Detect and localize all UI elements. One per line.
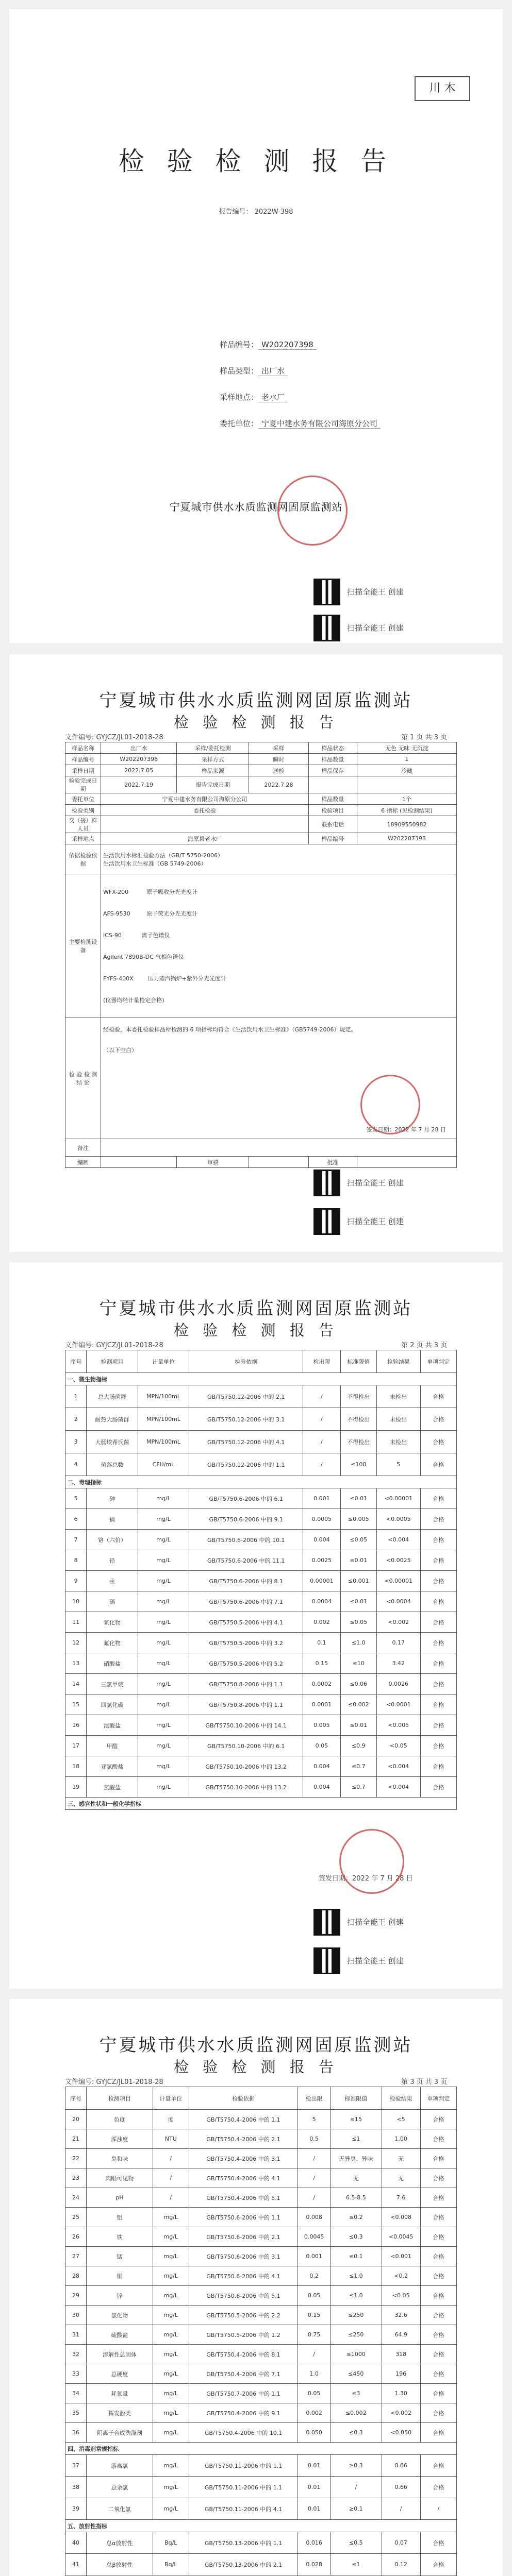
table-row: 4 菌落总数 CFU/mL GB/T5750.12-2006 中的 1.1 / ≤100 5 合格	[65, 1453, 457, 1476]
table-row: 2 耐热大肠菌群 MPN/100mL GB/T5750.12-2006 中的 3.1 / 不得检出 未检出 合格	[65, 1408, 457, 1431]
table-row: 24 pH / GB/T5750.4-2006 中的 5.1 / 6.5-8.5 7.6 合格	[65, 2188, 457, 2208]
corner-box: 川 木	[415, 76, 470, 101]
table-row: 交（接）样人员 联系电话 18909550982	[65, 816, 457, 833]
table-row: 37 游离氯 mg/L GB/T5750.11-2006 中的 1.1 0.01 ≥0.3 0.66 合格	[65, 2455, 457, 2477]
report-header-title: 检 验 检 测 报 告	[173, 2058, 339, 2076]
table-row: 18 亚氯酸盐 mg/L GB/T5750.10-2006 中的 13.2 0.004 ≤0.7 <0.004 合格	[65, 1756, 457, 1777]
table-row: 12 氟化物 mg/L GB/T5750.5-2006 中的 3.2 0.1 ≤1.0 0.17 合格	[65, 1633, 457, 1653]
table-row: 34 耗氧量 mg/L GB/T5750.7-2006 中的 1.1 0.05 ≤3 1.30 合格	[65, 2384, 457, 2403]
table-row: 35 挥发酚类 mg/L GB/T5750.4-2006 中的 9.1 0.002 ≤0.002 <0.002 合格	[65, 2403, 457, 2423]
inspection-seal	[339, 1829, 404, 1894]
report-header-title: 检 验 检 测 报 告	[173, 714, 339, 731]
results-table	[65, 2087, 457, 2576]
field-sample-type: 样品类型： 出厂水	[220, 358, 381, 384]
table-row: 10 硒 mg/L GB/T5750.6-2006 中的 7.1 0.0004 ≤0.01 <0.0004 合格	[65, 1591, 457, 1612]
qr-code-icon	[313, 1909, 340, 1936]
table-row: 9 汞 mg/L GB/T5750.6-2006 中的 8.1 0.00001 ≤0.001 <0.00001 合格	[65, 1571, 457, 1591]
table-row: 8 铅 mg/L GB/T5750.6-2006 中的 11.1 0.0025 ≤0.01 <0.0025 合格	[65, 1550, 457, 1571]
report-number	[9, 206, 503, 216]
table-row: 17 甲醛 mg/L GB/T5750.10-2006 中的 6.1 0.05 ≤0.9 <0.05 合格	[65, 1736, 457, 1756]
table-row: 21 浑浊度 NTU GB/T5750.4-2006 中的 2.1 0.5 ≤1 1.00 合格	[65, 2129, 457, 2149]
table-row: 5 砷 mg/L GB/T5750.6-2006 中的 6.1 0.001 ≤0.01 <0.00001 合格	[65, 1488, 457, 1509]
table-row: 29 锌 mg/L GB/T5750.6-2006 中的 5.1 0.05 ≤1.0 <0.05 合格	[65, 2286, 457, 2306]
qr-code-icon	[313, 1208, 340, 1235]
table-row: 14 三氯甲烷 mg/L GB/T5750.8-2006 中的 1.1 0.0002 ≤0.06 0.0026 合格	[65, 1674, 457, 1694]
table-row: 11 氰化物 mg/L GB/T5750.5-2006 中的 4.1 0.002 ≤0.05 <0.002 合格	[65, 1612, 457, 1633]
org-header: 宁夏城市供水水质监测网固原监测站	[99, 1298, 413, 1319]
file-number: 文件编号: GYJCZ/JL01-2018-28	[65, 1342, 163, 1349]
table-row: 检验完成日期 2022.7.19 报告完成日期 2022.7.28	[65, 776, 457, 793]
table-section-row: 三、感官性状和一般化学指标	[65, 1798, 457, 1810]
table-row: 备注	[65, 1139, 457, 1157]
results-page-1	[9, 1262, 503, 1989]
sign-date: 签发日期：2022 年 7 月 28 日	[366, 1126, 446, 1133]
table-row: 28 铜 mg/L GB/T5750.6-2006 中的 4.1 0.2 ≤1.0 <0.2 合格	[65, 2266, 457, 2286]
table-row: 26 铁 mg/L GB/T5750.6-2006 中的 2.1 0.0045 ≤0.3 <0.0045 合格	[65, 2227, 457, 2247]
qr-code-icon	[313, 1170, 340, 1196]
report-number-value: 2022W-398	[254, 208, 293, 216]
table-row: 19 氯酸盐 mg/L GB/T5750.10-2006 中的 13.2 0.004 ≤0.7 <0.004 合格	[65, 1777, 457, 1798]
qr-code-icon	[313, 579, 340, 605]
table-row: 33 总硬度 mg/L GB/T5750.4-2006 中的 7.1 1.0 ≤450 196 合格	[65, 2364, 457, 2384]
table-row: 40 总α放射性 Bq/L GB/T5750.13-2006 中的 1.1 0.016 ≤0.5 0.07 合格	[65, 2532, 457, 2554]
table-row: 样品编号 W202207398 采样方式 瞬时 样品数量 1	[65, 754, 457, 765]
table-row: 41 总β放射性 Bq/L GB/T5750.13-2006 中的 2.1 0.028 ≤1 0.12 合格	[65, 2554, 457, 2575]
scanner-watermark: 扫描全能王 创建	[347, 587, 404, 597]
field-client: 委托单位： 宁夏中建水务有限公司海原分公司	[220, 411, 381, 437]
report-title: 检 验 检 测 报 告	[118, 146, 394, 176]
table-row: 检 验 检 测 结 论 经检验，本委托检验样品所检测的 6 项指标均符合《生活饮用水卫生标准》（GB5749-2006）规定。 （以下空白） 签发日期：2022 年 7 月 28 日	[65, 1018, 457, 1139]
report-header-title: 检 验 检 测 报 告	[173, 1321, 339, 1339]
table-row: 23 肉眼可见物 / GB/T5750.4-2006 中的 4.1 / 无 无 合格	[65, 2168, 457, 2188]
scanner-watermark: 扫描全能王 创建	[347, 623, 404, 633]
table-row: 7 铬（六价） mg/L GB/T5750.6-2006 中的 10.1 0.004 ≤0.05 <0.004 合格	[65, 1530, 457, 1550]
sample-info-table	[65, 742, 457, 1168]
table-row: 样品名称 出厂水 采样/委托检测 采样 样品状态 无色 无味 无沉淀	[65, 742, 457, 754]
table-row: 主要检测设备 WFX-200 原子吸收分光光度计 AFS-9530 原子荧光分光光度计 ICS-90 离子色谱仪 Agilent 7890B-DC 气相色谱仪 FYFS-400X 压力蒸汽锅炉+紫外分光光度计 (仪器均经计量检定合格)	[65, 874, 457, 1018]
org-header: 宁夏城市供水水质监测网固原监测站	[99, 2035, 413, 2056]
table-row: 22 臭和味 / GB/T5750.4-2006 中的 3.1 / 无异臭、异味 无 合格	[65, 2149, 457, 2168]
table-row: 1 总大肠菌群 MPN/100mL GB/T5750.12-2006 中的 2.1 / 不得检出 未检出 合格	[65, 1385, 457, 1408]
report-number-label: 报告编号：	[219, 208, 253, 216]
scanner-watermark: 扫描全能王 创建	[347, 1178, 404, 1188]
table-row: 3 大肠埃希氏菌 MPN/100mL GB/T5750.12-2006 中的 4.1 / 不得检出 未检出 合格	[65, 1431, 457, 1453]
page-number: 第 1 页 共 3 页	[401, 734, 448, 741]
table-row: 编制 审核 批准	[65, 1157, 457, 1168]
file-number: 文件编号: GYJCZ/JL01-2018-28	[65, 734, 163, 741]
table-section-row: 四、消毒剂常规指标	[65, 2443, 457, 2455]
scanner-watermark: 扫描全能王 创建	[347, 1918, 404, 1927]
summary-page	[9, 654, 503, 1252]
table-row: 采样日期 2022.7.05 样品来源 送检 样品保存 冷藏	[65, 765, 457, 776]
table-row: 36 阴离子合成洗涤剂 mg/L GB/T5750.4-2006 中的 10.1 0.050 ≤0.3 <0.050 合格	[65, 2423, 457, 2443]
table-row: 31 硫酸盐 mg/L GB/T5750.5-2006 中的 1.2 0.75 ≤250 64.9 合格	[65, 2325, 457, 2345]
scanner-watermark: 扫描全能王 创建	[347, 1217, 404, 1226]
table-row: 依据检验依据 生活饮用水标准检验方法（GB/T 5750-2006） 生活饮用水卫生标准（GB 5749-2006）	[65, 844, 457, 874]
table-section-row: 五、放射性指标	[65, 2520, 457, 2532]
table-row: 20 色度 度 GB/T5750.4-2006 中的 1.1 5 ≤15 <5 合格	[65, 2110, 457, 2129]
table-row: 32 溶解性总固体 mg/L GB/T5750.4-2006 中的 8.1 / ≤1000 318 合格	[65, 2345, 457, 2364]
field-sampling-site: 采样地点： 老水厂	[220, 384, 381, 411]
results-page-2	[9, 1999, 503, 2576]
file-number: 文件编号: GYJCZ/JL01-2018-28	[65, 2078, 163, 2086]
table-row: 39 二氧化氯 mg/L GB/T5750.11-2006 中的 4.1 0.01 ≥0.1 / /	[65, 2498, 457, 2520]
field-sample-no: 样品编号： W202207398	[220, 332, 381, 358]
institution-seal	[277, 476, 348, 546]
qr-code-icon	[313, 1947, 340, 1974]
table-row: 6 镉 mg/L GB/T5750.6-2006 中的 9.1 0.0005 ≤0.005 <0.0005 合格	[65, 1509, 457, 1530]
table-header-row: 序号 检测项目 计量单位 检验依据 检出限 标准限值 检验结果 单项判定	[65, 2087, 457, 2110]
table-row: 30 氯化物 mg/L GB/T5750.5-2006 中的 2.2 0.15 ≤250 32.6 合格	[65, 2306, 457, 2325]
table-header-row: 序号 检测项目 计量单位 检验依据 检出限 标准限值 检验结果 单项判定	[65, 1350, 457, 1373]
cover-fields	[220, 332, 381, 437]
scanner-watermark: 扫描全能王 创建	[347, 1956, 404, 1965]
table-row: 13 硝酸盐 mg/L GB/T5750.5-2006 中的 5.2 0.15 ≤10 3.42 合格	[65, 1653, 457, 1674]
table-row: 38 总余氯 mg/L GB/T5750.11-2006 中的 1.1 0.01 / 0.66 合格	[65, 2477, 457, 2498]
table-section-row: 二、毒理指标	[65, 1476, 457, 1488]
table-row: 检验类别 委托检验 检验项目 6 指标 (见检测结果)	[65, 805, 457, 816]
table-row: 25 铝 mg/L GB/T5750.6-2006 中的 1.1 0.008 ≤0.2 <0.008 合格	[65, 2208, 457, 2227]
blank-note: （以下空白）	[103, 1047, 137, 1054]
table-section-row: 一、微生物指标	[65, 1373, 457, 1385]
page-number: 第 3 页 共 3 页	[401, 2078, 448, 2086]
qr-code-icon	[313, 615, 340, 641]
table-row: 15 四氯化碳 mg/L GB/T5750.8-2006 中的 1.1 0.0001 ≤0.002 <0.0001 合格	[65, 1694, 457, 1715]
cover-page	[9, 9, 503, 643]
conclusion-text: 经检验，本委托检验样品所检测的 6 项指标均符合《生活饮用水卫生标准》（GB5749-2006）规定。	[103, 1026, 357, 1033]
table-row: 16 溴酸盐 mg/L GB/T5750.10-2006 中的 14.1 0.005 ≤0.01 <0.005 合格	[65, 1715, 457, 1736]
sign-date: 签发日期：2022 年 7 月 28 日	[319, 1875, 413, 1883]
page-number: 第 2 页 共 3 页	[401, 1342, 448, 1349]
table-row: 委托单位 宁夏中建水务有限公司海原分公司 样品数量 1个	[65, 793, 457, 805]
table-row: 27 锰 mg/L GB/T5750.6-2006 中的 3.1 0.001 ≤0.1 <0.001 合格	[65, 2247, 457, 2266]
table-row: 采样地点 海原县老水厂 样品编号 W202207398	[65, 833, 457, 844]
org-header: 宁夏城市供水水质监测网固原监测站	[99, 690, 413, 711]
institution-name: 宁夏城市供水水质监测网固原监测站	[169, 501, 343, 513]
results-table	[65, 1350, 457, 1810]
